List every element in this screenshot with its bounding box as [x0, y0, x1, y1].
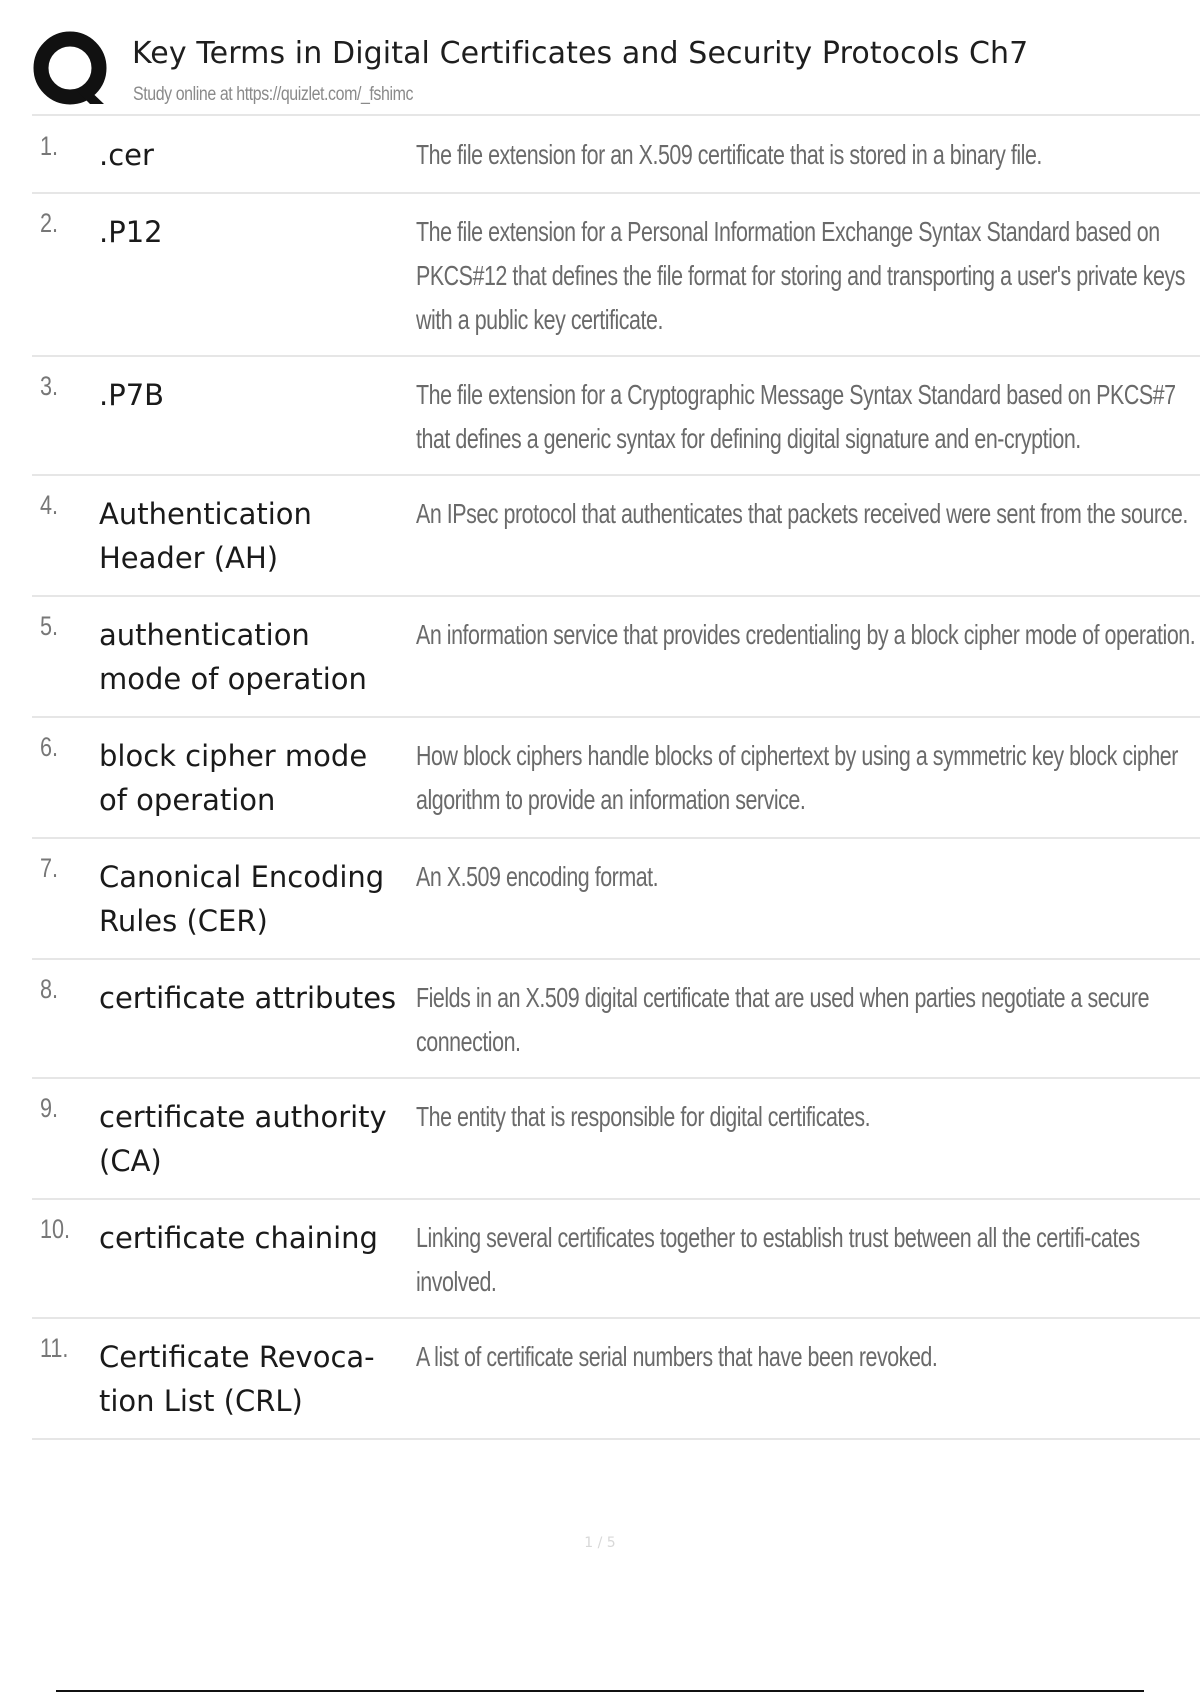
- term-number: 7.: [40, 853, 59, 883]
- term-row: [32, 597, 1200, 718]
- term-definition: [416, 373, 1200, 461]
- term-definition: [416, 1216, 1200, 1304]
- term-number: 5.: [40, 611, 59, 641]
- term-definition-text: An IPsec protocol that authenticates that packets received were sent from the source.: [416, 498, 1188, 529]
- term-name: block cipher mode of operation: [99, 739, 368, 817]
- term-row: [32, 718, 1200, 839]
- study-online-link[interactable]: Study online at https://quizlet.com/_fshimc: [133, 84, 414, 105]
- term-definition: [416, 613, 1200, 657]
- term-definition-text: A list of certificate serial numbers that have been revoked.: [416, 1341, 938, 1372]
- term-name: certificate attributes: [99, 981, 397, 1015]
- term-number: 8.: [40, 974, 59, 1004]
- term-name: certificate chaining: [99, 1221, 378, 1255]
- quizlet-logo-icon: [32, 30, 112, 110]
- term-list: [32, 117, 1200, 1440]
- term-definition-text: How block ciphers handle blocks of ciphertext by using a symmetric key block cipher algorithm to provide an information service.: [416, 740, 1178, 815]
- term-name: Canonical Encoding Rules (CER): [99, 860, 385, 938]
- term-row: [32, 1079, 1200, 1200]
- term-definition: [416, 492, 1200, 536]
- page-header: [32, 28, 1200, 116]
- term-number: 2.: [40, 208, 59, 238]
- term-definition-text: Fields in an X.509 digital certificate that are used when parties negotiate a secure connection.: [416, 982, 1150, 1057]
- term-definition-text: The file extension for an X.509 certificate that is stored in a binary file.: [416, 139, 1042, 170]
- term-row: [32, 194, 1200, 357]
- term-name: authentication mode of operation: [99, 618, 367, 696]
- term-definition-text: The file extension for a Personal Information Exchange Syntax Standard based on PKCS#12 that defines the file format for storing and transporting a user's private keys with a public key certificate.: [416, 216, 1186, 335]
- term-number: 6.: [40, 732, 59, 762]
- term-definition: [416, 210, 1200, 342]
- term-definition-text: An X.509 encoding format.: [416, 861, 659, 892]
- term-definition: [416, 855, 1200, 899]
- term-definition: [416, 976, 1200, 1064]
- term-name: .P12: [99, 215, 163, 249]
- term-row: [32, 960, 1200, 1079]
- term-definition-text: The file extension for a Cryptographic Message Syntax Standard based on PKCS#7 that defines a generic syntax for defining digital signature and en-cryption.: [416, 379, 1176, 454]
- term-row: [32, 117, 1200, 194]
- term-definition-text: Linking several certificates together to establish trust between all the certifi-cates involved.: [416, 1222, 1140, 1297]
- term-definition-text: The entity that is responsible for digital certificates.: [416, 1101, 871, 1132]
- term-row: [32, 476, 1200, 597]
- header-divider: [32, 114, 1200, 116]
- term-number: 11.: [40, 1333, 69, 1363]
- term-definition: [416, 1335, 1200, 1379]
- bottom-divider: [56, 1690, 1144, 1692]
- term-row: [32, 1319, 1200, 1440]
- page-title: Key Terms in Digital Certificates and Security Protocols Ch7: [132, 36, 1029, 71]
- term-name: Certificate Revoca-tion List (CRL): [99, 1340, 375, 1418]
- term-definition: [416, 734, 1200, 822]
- term-row: [32, 357, 1200, 476]
- term-name: .cer: [99, 138, 154, 172]
- term-number: 1.: [40, 131, 59, 161]
- page-number: 1 / 5: [584, 1535, 616, 1551]
- term-name: certificate authority (CA): [99, 1100, 387, 1178]
- term-row: [32, 1200, 1200, 1319]
- term-row: [32, 839, 1200, 960]
- term-definition: [416, 133, 1200, 177]
- term-definition: [416, 1095, 1200, 1139]
- term-definition-text: An information service that provides credentialing by a block cipher mode of operation.: [416, 619, 1196, 650]
- term-number: 3.: [40, 371, 59, 401]
- term-number: 4.: [40, 490, 59, 520]
- term-name: Authentication Header (AH): [99, 497, 312, 575]
- term-number: 10.: [40, 1214, 71, 1244]
- term-name: .P7B: [99, 378, 165, 412]
- term-number: 9.: [40, 1093, 59, 1123]
